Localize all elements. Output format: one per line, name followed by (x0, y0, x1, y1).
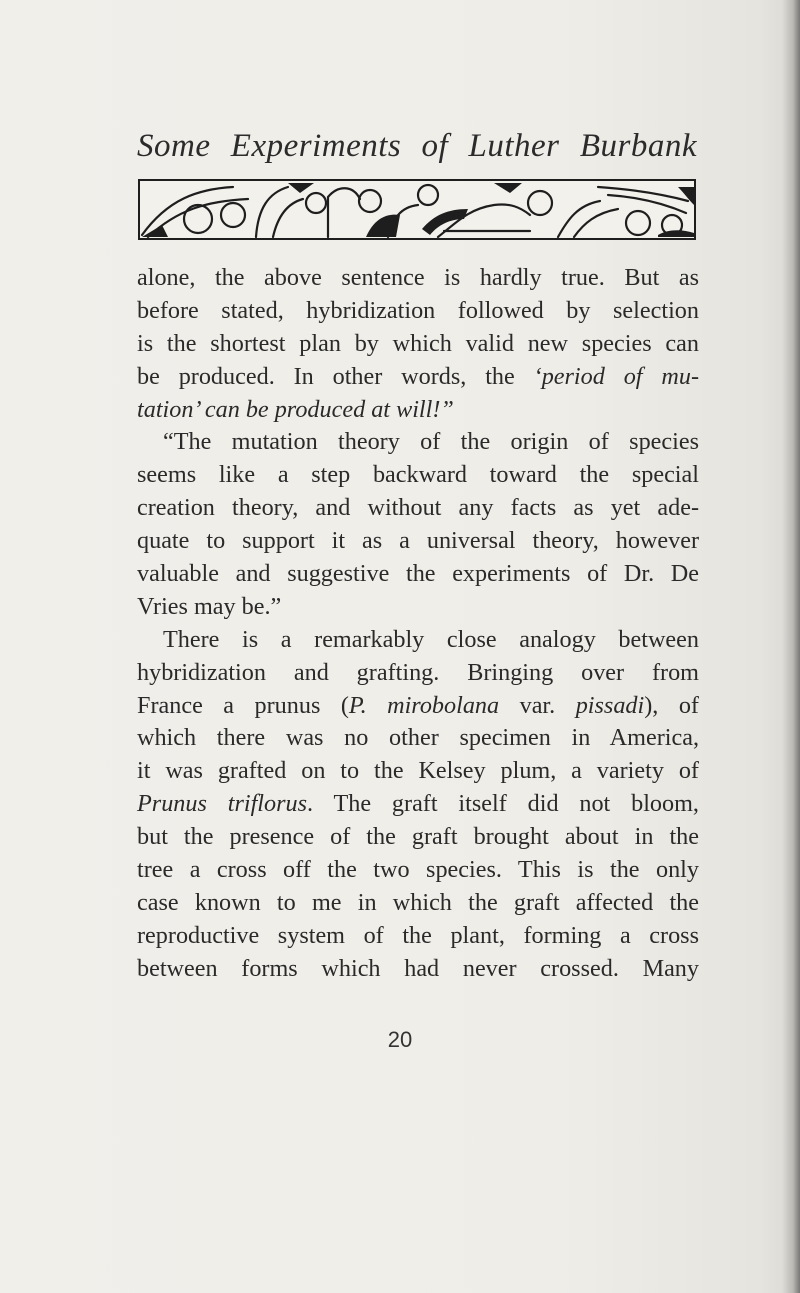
running-head (137, 128, 697, 165)
text-line: but the presence of the graft brought about in the (137, 823, 699, 851)
text-line (137, 788, 699, 821)
text-run: France a prunus ( (137, 691, 349, 719)
text-line: between forms which had never crossed. Many (137, 954, 699, 982)
text-line: “The mutation theory of the origin of species (163, 428, 699, 456)
text-line: reproductive system of the plant, forming a cross (137, 921, 699, 949)
italic-text: P. mirobolana (348, 691, 500, 719)
italic-text: ‘period of mu- (533, 362, 700, 390)
text-line: alone, the above sentence is hardly true. But as (137, 264, 699, 291)
page-number: 20 (387, 1027, 413, 1052)
running-head-word: Some (137, 128, 211, 164)
text-line: it was grafted on to the Kelsey plum, a variety of (137, 757, 699, 785)
text-line: There is a remarkably close analogy between (163, 625, 699, 653)
page-edge-shadow (782, 0, 800, 1293)
text-line: creation theory, and without any facts as yet ade- (137, 494, 699, 522)
text-run: be produced. In other words, the (137, 362, 515, 390)
italic-text: pissadi (575, 691, 645, 719)
text-line: before stated, hybridization followed by selection (137, 296, 699, 324)
running-head-word: Burbank (579, 128, 697, 164)
running-head-word: Experiments (230, 128, 402, 164)
text-line: seems like a step backward toward the special (137, 461, 699, 489)
text-line: tation’ can be produced at will!” (137, 395, 454, 423)
text-line: Vries may be.” (137, 592, 282, 620)
text-line: case known to me in which the graft affected the (137, 888, 699, 916)
body-text (137, 262, 699, 986)
text-line: is the shortest plan by which valid new species can (137, 329, 699, 357)
text-line: hybridization and grafting. Bringing over from (137, 658, 699, 686)
floral-scroll-ornament-icon (138, 179, 696, 240)
text-run: var. (499, 691, 576, 719)
text-line: valuable and suggestive the experiments of Dr. De (137, 560, 699, 588)
text-line (137, 690, 699, 723)
italic-text: Prunus triflorus (137, 790, 308, 818)
text-line (137, 361, 699, 394)
running-head-word: Luther (468, 128, 560, 164)
text-line: which there was no other specimen in America, (137, 724, 699, 752)
running-head-word: of (421, 128, 449, 164)
text-line: tree a cross off the two species. This is the only (137, 856, 699, 884)
text-line: quate to support it as a universal theory, however (137, 527, 699, 555)
text-run: . The graft itself did not bloom, (307, 790, 699, 818)
text-run: ), of (644, 691, 699, 719)
